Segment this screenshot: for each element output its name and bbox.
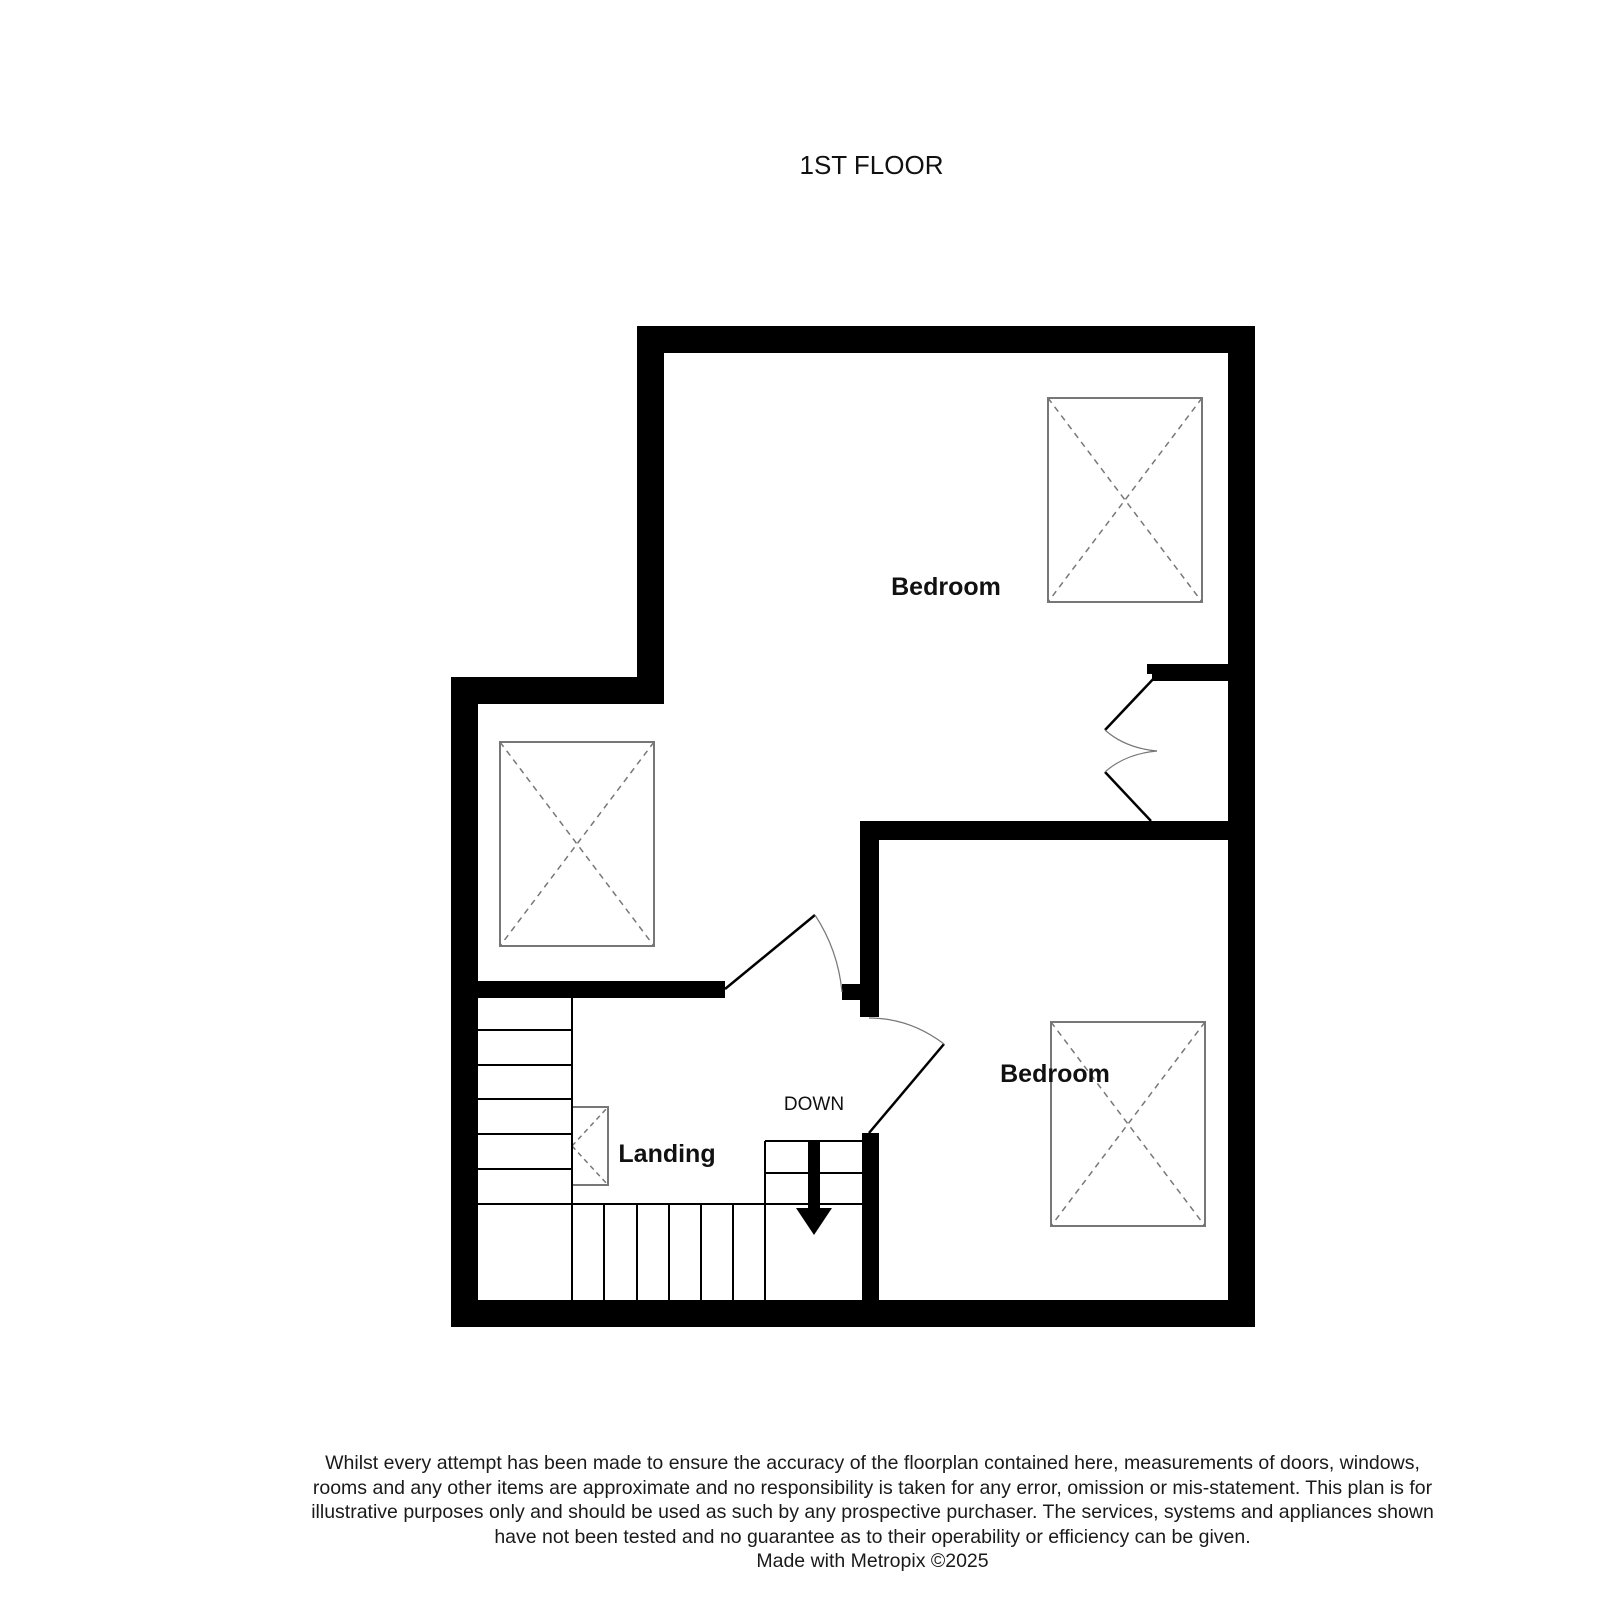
- wall-upper-left: [637, 326, 664, 704]
- wall-step: [451, 677, 664, 704]
- wall-right: [1228, 326, 1255, 1327]
- wall-bedroom-divider: [860, 821, 1232, 840]
- room-label-bedroom-2: Bedroom: [1000, 1060, 1110, 1088]
- skylight-landing: [500, 742, 654, 946]
- wall-left: [451, 677, 478, 1327]
- wall-bottom: [451, 1300, 1255, 1327]
- wall-top: [637, 326, 1255, 353]
- skylight-small-landing: [572, 1107, 608, 1185]
- wall-landing-top: [478, 981, 725, 998]
- stairs-down-arrow: [796, 1141, 832, 1235]
- disclaimer-text: Whilst every attempt has been made to ensure the accuracy of the floorplan contained here, measurements of doors, windows, rooms and any other items are approximate and no responsibility is taken for any error, omission or mis-statement. This plan is for illustrative purposes only and should be used as such by any prospective purchaser. The services, systems and appliances shown have not been tested and no guarantee as to their operability or efficiency can be given.: [311, 1452, 1434, 1548]
- wall-door-jamb: [842, 984, 879, 1000]
- skylight-bedroom-2: [1051, 1022, 1205, 1226]
- floor-title: 1ST FLOOR: [799, 150, 944, 180]
- room-label-bedroom-1: Bedroom: [891, 573, 1001, 601]
- stairs-down-label: DOWN: [783, 1094, 845, 1115]
- wall-bedroom2-left-lower: [862, 1133, 879, 1327]
- door-landing-to-bedroom-2: [869, 1018, 944, 1133]
- door-landing-to-bedroom-1: [725, 915, 842, 992]
- wall-cupboard-top: [1152, 664, 1232, 681]
- room-label-landing: Landing: [618, 1140, 716, 1168]
- credit-text: Made with Metropix ©2025: [756, 1550, 989, 1572]
- cupboard-double-door: [1105, 675, 1157, 821]
- skylight-bedroom-1: [1048, 398, 1202, 602]
- disclaimer: [300, 1451, 1445, 1574]
- wall-cupboard-stub: [1147, 664, 1159, 674]
